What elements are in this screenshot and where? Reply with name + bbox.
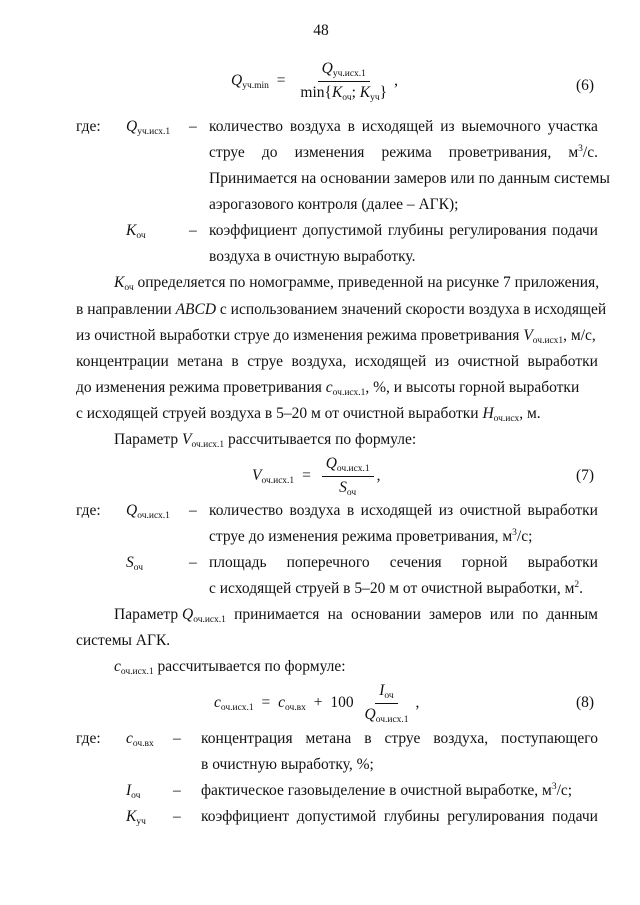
eq6-fraction — [296, 60, 391, 103]
where3-i-symbol: $I_{оч}$ — [126, 782, 141, 801]
para1-line5: до изменения режима проветривания $c_{оч.исх.1}$, %, и высоты горной выработки — [76, 379, 580, 398]
where1-q-symbol: $Q_{уч.исх.1}$ — [126, 118, 171, 137]
para1-line2: в направлении ABCD с использованием значений скорости воздуха в исходящей — [76, 301, 607, 318]
where-label-1: где: — [76, 118, 101, 135]
eq6-comma: , — [394, 72, 398, 90]
where3-k-symbol: $K_{уч}$ — [126, 808, 146, 827]
eq7-denominator: $S_{оч}$ — [339, 479, 357, 498]
where3-c-line2: в очистную выработку, %; — [201, 756, 374, 773]
where1-k-line2: воздуха в очистную выработку. — [209, 248, 416, 265]
where3-k-line1: коэффициент допустимой глубины регулирования подачи — [201, 808, 598, 825]
where1-q-dash: – — [189, 118, 197, 135]
eq7-fraction — [322, 455, 374, 498]
where1-q-line2: струе до изменения режима проветривания, $м^3/с$. — [209, 144, 598, 161]
where3-c-line1: концентрация метана в струе воздуха, поступающего — [201, 730, 598, 747]
eq8-numerator: $I_{оч}$ — [375, 682, 397, 704]
where3-i-dash: – — [173, 782, 181, 799]
page-number: 48 — [313, 22, 329, 39]
where2-q-dash: – — [189, 502, 197, 519]
formula-6-number: (6) — [576, 77, 595, 94]
where2-s-line1: площадь поперечного сечения горной выработки — [209, 554, 598, 571]
eq6-lhs-sub: уч.min — [242, 81, 269, 92]
formula-8: $c_{оч.исх.1} = c_{оч.вх} + 100$ $\frac{I_{оч}}{Q_{оч.исх.1}}$ , — [214, 682, 420, 725]
eq8-denominator: $Q_{оч.исх.1}$ — [364, 706, 409, 725]
eq6-lhs: Q — [231, 72, 243, 90]
where3-c-dash: – — [173, 730, 181, 747]
where1-k-line1: коэффициент допустимой глубины регулирования подачи — [209, 222, 598, 239]
formula-6 — [231, 60, 398, 103]
where1-q-line1: количество воздуха в исходящей из выемочного участка — [209, 118, 598, 135]
where-label-2: где: — [76, 502, 101, 519]
para1-line3: из очистной выработки струе до изменения режима проветривания $V_{оч.исх1}$, м/с, — [76, 327, 596, 346]
eq8-fraction — [361, 682, 413, 725]
param-c-line: $c_{оч.исх.1}$ рассчитывается по формуле: — [114, 658, 346, 677]
eq6-denominator: $\min\{K_{оч}$; $K_{уч}$} — [300, 84, 388, 103]
where2-s-dash: – — [189, 554, 197, 571]
param-q-line1: Параметр $Q_{оч.исх.1}$ принимается на основании замеров или по данным — [114, 606, 598, 625]
where2-q-line1: количество воздуха в исходящей из очистной выработки — [209, 502, 598, 519]
eq6-numerator: $Q_{уч.исх.1}$ — [318, 60, 370, 82]
where2-q-symbol: $Q_{оч.исх.1}$ — [126, 502, 170, 521]
eq6-equals: = — [276, 72, 286, 90]
where3-k-dash: – — [173, 808, 181, 825]
formula-7: $V_{оч.исх.1}$ = $\frac{Q_{оч.исх.1}}{S_{оч}}$ , — [252, 455, 381, 498]
where2-s-symbol: $S_{оч}$ — [126, 554, 144, 573]
where3-i-line: фактическое газовыделение в очистной выработке, $м^3/с$; — [201, 782, 573, 799]
para1-line4: концентрации метана в струе воздуха, исходящей из очистной выработки — [76, 353, 598, 370]
where2-q-line2: струе до изменения режима проветривания, $м^3/с$; — [209, 528, 533, 545]
param-v-line: Параметр $V_{оч.исх.1}$ рассчитывается по формуле: — [114, 431, 417, 450]
where3-c-symbol: $c_{оч.вх}$ — [126, 730, 154, 749]
where1-k-dash: – — [189, 222, 197, 239]
where1-q-line4: аэрогазового контроля (далее – АГК); — [209, 196, 459, 213]
formula-7-number: (7) — [576, 467, 595, 484]
where1-q-line3: Принимается на основании замеров или по данным системы — [209, 170, 610, 187]
where1-k-symbol: $K_{оч}$ — [126, 222, 146, 241]
where-label-3: где: — [76, 730, 101, 747]
para1-line1: $K_{оч}$ определяется по номограмме, приведенной на рисунке 7 приложения, — [114, 274, 600, 293]
param-q-line2: системы АГК. — [76, 632, 171, 649]
formula-8-number: (8) — [576, 694, 595, 711]
where2-s-line2: с исходящей струей в 5–20 м от очистной выработки, $м^2$. — [209, 580, 584, 597]
para1-line6: с исходящей струей воздуха в 5–20 м от очистной выработки $H_{оч.исх}$, м. — [76, 405, 541, 424]
eq7-numerator: $Q_{оч.исх.1}$ — [322, 455, 374, 477]
